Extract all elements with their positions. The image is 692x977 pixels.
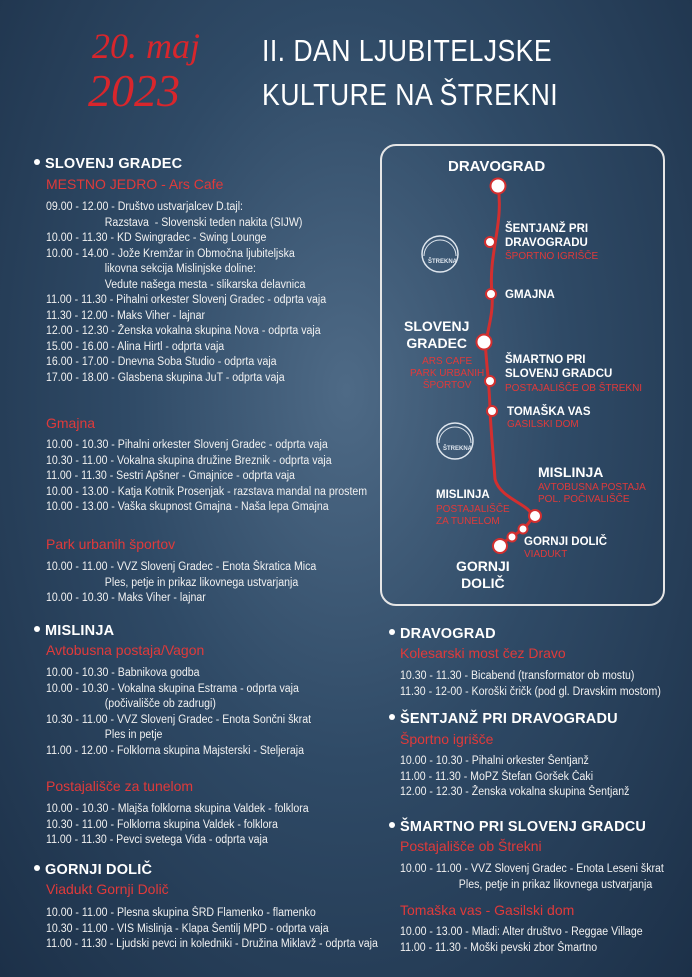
map-label-mislinja-left: MISLINJA bbox=[436, 489, 490, 501]
schedule-line: 10.00 - 13.00 - Vaška skupnost Gmajna - Naša lepa Gmajna bbox=[46, 501, 329, 513]
stop-gornji-dolic-marker bbox=[493, 539, 507, 553]
stop-dravograd-marker bbox=[491, 179, 506, 194]
logo-text-2: ŠTREKNA bbox=[443, 446, 473, 452]
schedule-line: Ples in petje bbox=[46, 729, 163, 741]
section-mislinja: MISLINJA bbox=[34, 623, 114, 639]
schedule-line: 15.00 - 16.00 - Alina Hirtl - odprta vaja bbox=[46, 340, 225, 353]
venue-kolesarski-most: Kolesarski most čez Dravo bbox=[400, 645, 566, 661]
schedule-line: (počivališče ob zadrugi) bbox=[46, 698, 216, 710]
venue-viadukt: Viadukt Gornji Dolič bbox=[46, 881, 169, 897]
schedule-gmajna bbox=[46, 438, 395, 516]
schedule-line: Ples, petje in prikaz likovnega ustvarjanja bbox=[46, 576, 299, 589]
schedule-line: 11.00 - 11.30 - Moški pevski zbor Šmartno bbox=[400, 941, 598, 954]
section-smartno: ŠMARTNO PRI SLOVENJ GRADCU bbox=[389, 819, 646, 835]
schedule-line: 10.00 - 10.30 - Pihalni orkester Šentjanž bbox=[400, 755, 589, 767]
map-sub-tomaska: GASILSKI DOM bbox=[507, 419, 579, 430]
map-sub-slovenj-gradec: ARS CAFE PARK URBANIH ŠPORTOV bbox=[410, 356, 485, 391]
map-sub-sentjanz: ŠPORTNO IGRIŠČE bbox=[505, 251, 599, 262]
schedule-line: 11.30 - 12.00 - Maks Viher - lajnar bbox=[46, 309, 205, 322]
stop-tunel-marker bbox=[519, 525, 528, 534]
schedule-line: 09.00 - 12.00 - Društvo ustvarjalcev D.tajl: bbox=[46, 201, 243, 213]
schedule-line: 11.00 - 11.30 - Sestri Apšner - Gmajnice - odprta vaja bbox=[46, 470, 295, 482]
schedule-line: likovna sekcija Mislinjske doline: bbox=[46, 263, 256, 275]
schedule-line: 10.00 - 11.00 - Plesna skupina ŠRD Flamenko - flamenko bbox=[46, 907, 316, 919]
strekna-logo-icon bbox=[422, 236, 458, 272]
map-label-tomaska: TOMAŠKA VAS bbox=[507, 406, 591, 418]
schedule-line: Vedute našega mesta - slikarska delavnica bbox=[46, 278, 306, 291]
map-sub-mislinja-left: POSTAJALIŠČE ZA TUNELOM bbox=[436, 504, 510, 527]
schedule-park bbox=[46, 560, 340, 607]
schedule-line: 11.00 - 11.30 - MoPZ Štefan Goršek Čaki bbox=[400, 770, 594, 783]
schedule-line: 10.00 - 11.00 - VVZ Slovenj Gradec - Enota Leseni škrat bbox=[400, 863, 664, 875]
schedule-line: 10.30 - 11.00 - VIS Mislinja - Klapa Šentilj MPD - odprta vaja bbox=[46, 922, 329, 935]
schedule-line: 12.00 - 12.30 - Ženska vokalna skupina Šentjanž bbox=[400, 786, 630, 798]
schedule-line: 11.00 - 12.00 - Folklorna skupina Majsterski - Steljeraja bbox=[46, 744, 304, 757]
bullet-icon bbox=[34, 159, 40, 165]
schedule-line: 10.00 - 10.30 - Babnikova godba bbox=[46, 667, 200, 679]
venue-avtobusna: Avtobusna postaja/Vagon bbox=[46, 642, 205, 658]
venue-postajalisce-strekni: Postajališče ob Štrekni bbox=[400, 838, 542, 854]
venue-park: Park urbanih športov bbox=[46, 536, 176, 552]
schedule-line: 10.00 - 13.00 - Mladi: Alter društvo - Reggae Village bbox=[400, 926, 643, 938]
stop-tomaska-marker bbox=[487, 406, 497, 416]
map-label-slovenj-gradec: SLOVENJ GRADEC bbox=[404, 318, 470, 351]
schedule-line: 10.30 - 11.00 - Folklorna skupina Valdek - folklora bbox=[46, 818, 278, 831]
schedule-line: 10.30 - 11.00 - Vokalna skupina družine Breznik - odprta vaja bbox=[46, 454, 332, 467]
schedule-gornji-dolic bbox=[46, 906, 407, 953]
map-label-gornji-dolic-big: GORNJI DOLIČ bbox=[456, 558, 510, 591]
section-dravograd: DRAVOGRAD bbox=[389, 626, 496, 642]
bullet-icon bbox=[389, 714, 395, 720]
schedule-tunel bbox=[46, 802, 332, 849]
venue-tomaska-vas: Tomaška vas - Gasilski dom bbox=[400, 902, 575, 918]
section-sentjanz: ŠENTJANŽ PRI DRAVOGRADU bbox=[389, 711, 618, 727]
logo-text-1: ŠTREKNA bbox=[428, 259, 458, 265]
section-slovenj-gradec: SLOVENJ GRADEC bbox=[34, 156, 182, 172]
stop-smartno-marker bbox=[485, 376, 495, 386]
schedule-line: Razstava - Slovenski teden nakita (SIJW) bbox=[46, 216, 303, 229]
stop-slovenj-gradec-marker bbox=[477, 335, 492, 350]
map-sub-smartno: POSTAJALIŠČE OB ŠTREKNI bbox=[505, 383, 643, 394]
schedule-line: 10.00 - 11.00 - VVZ Slovenj Gradec - Enota Škratica Mica bbox=[46, 561, 317, 573]
schedule-line: 17.00 - 18.00 - Glasbena skupina JuT - odprta vaja bbox=[46, 371, 285, 384]
schedule-line: 11.00 - 11.30 - Pevci svetega Vida - odprta vaja bbox=[46, 834, 268, 846]
schedule-line: 11.00 - 11.30 - Pihalni orkester Slovenj Gradec - odprta vaja bbox=[46, 294, 327, 306]
schedule-line: 10.00 - 10.30 - Mlajša folklorna skupina Valdek - folklora bbox=[46, 803, 309, 815]
schedule-line: 10.00 - 11.30 - KD Swingradec - Swing Lounge bbox=[46, 232, 267, 244]
schedule-line: 11.30 - 12-00 - Koroški čričk (pod gl. Dravskim mostom) bbox=[400, 685, 661, 698]
date-year: 2023 bbox=[88, 65, 180, 116]
schedule-sentjanz bbox=[400, 754, 649, 801]
bullet-icon bbox=[34, 865, 40, 871]
schedule-tomaska-vas bbox=[400, 925, 664, 956]
schedule-line: Ples, petje in prikaz likovnega ustvarjanja bbox=[400, 878, 653, 891]
map-sub-viadukt: VIADUKT bbox=[524, 549, 568, 560]
schedule-line: 10.00 - 10.30 - Pihalni orkester Slovenj Gradec - odprta vaja bbox=[46, 439, 328, 451]
bullet-icon bbox=[34, 626, 40, 632]
map-label-mislinja-right: MISLINJA bbox=[538, 464, 604, 480]
venue-mestno-jedro: MESTNO JEDRO - Ars Cafe bbox=[46, 176, 224, 192]
schedule-slovenj-gradec bbox=[46, 200, 351, 386]
venue-gmajna: Gmajna bbox=[46, 415, 96, 431]
map-label-gmajna: GMAJNA bbox=[505, 289, 555, 301]
date-day: 20. maj bbox=[92, 26, 200, 66]
schedule-line: 10.30 - 11.00 - VVZ Slovenj Gradec - Enota Sončni škrat bbox=[46, 713, 312, 726]
stop-sentjanz-marker bbox=[485, 237, 495, 247]
stop-gmajna-marker bbox=[486, 289, 496, 299]
schedule-line: 10.00 - 13.00 - Katja Kotnik Prosenjak - razstava mandal na prostem bbox=[46, 485, 368, 498]
map-label-sentjanz: ŠENTJANŽ PRI DRAVOGRADU bbox=[505, 223, 589, 249]
map-sub-mislinja-right: AVTOBUSNA POSTAJA POL. POČIVALIŠČE bbox=[538, 482, 646, 505]
schedule-line: 10.00 - 14.00 - Jože Kremžar in Območna ljubiteljska bbox=[46, 247, 295, 260]
schedule-line: 10.30 - 11.30 - Bicabend (transformator ob mostu) bbox=[400, 670, 635, 682]
bullet-icon bbox=[389, 822, 395, 828]
venue-sportno-igrisce: Športno igrišče bbox=[400, 731, 494, 747]
schedule-line: 16.00 - 17.00 - Dnevna Soba Studio - odprta vaja bbox=[46, 356, 277, 368]
stop-viadukt-marker bbox=[508, 533, 517, 542]
map-label-smartno: ŠMARTNO PRI SLOVENJ GRADCU bbox=[505, 354, 613, 380]
schedule-mislinja bbox=[46, 666, 334, 759]
schedule-line: 10.00 - 10.30 - Vokalna skupina Estrama - odprta vaja bbox=[46, 682, 299, 695]
section-gornji-dolic: GORNJI DOLIČ bbox=[34, 862, 152, 878]
bullet-icon bbox=[389, 629, 395, 635]
stop-mislinja-marker bbox=[529, 510, 541, 522]
title-line-2: KULTURE NA ŠTREKNI bbox=[262, 77, 559, 112]
schedule-line: 11.00 - 11.30 - Ljudski pevci in koledniki - Družina Miklavž - odprta vaja bbox=[46, 938, 378, 950]
strekna-logo-icon bbox=[437, 423, 473, 459]
schedule-line: 12.00 - 12.30 - Ženska vokalna skupina Nova - odprta vaja bbox=[46, 325, 321, 337]
map-label-gornji-dolic-small: GORNJI DOLIČ bbox=[524, 536, 608, 548]
schedule-line: 10.00 - 10.30 - Maks Viher - lajnar bbox=[46, 592, 206, 604]
schedule-smartno bbox=[400, 862, 687, 893]
venue-tunel: Postajališče za tunelom bbox=[46, 778, 194, 794]
schedule-dravograd bbox=[400, 669, 684, 700]
map-label-dravograd: DRAVOGRAD bbox=[448, 158, 546, 175]
title-line-1: II. DAN LJUBITELJSKE bbox=[262, 33, 553, 68]
